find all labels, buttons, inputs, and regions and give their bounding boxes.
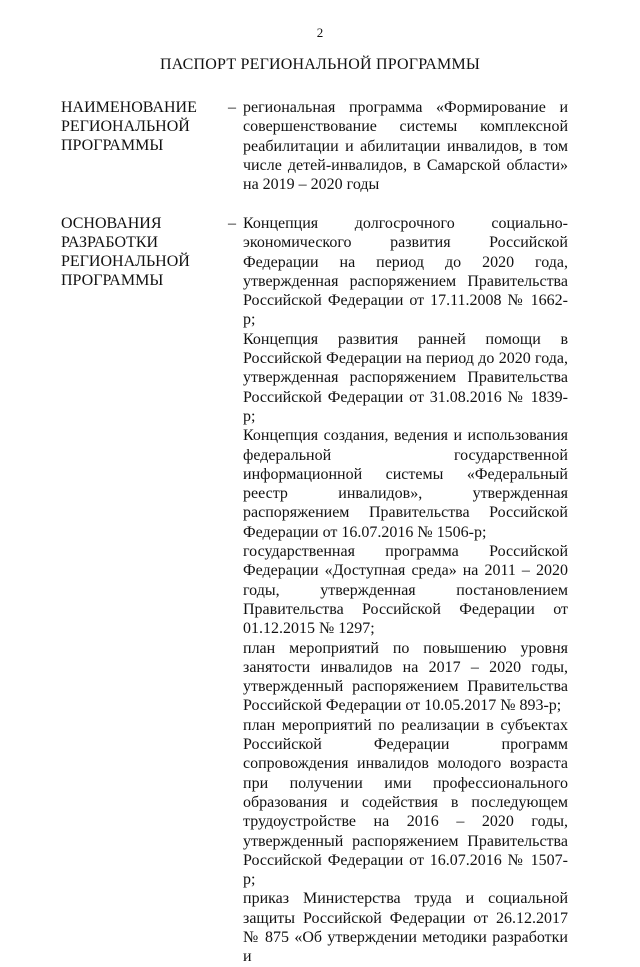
content-paragraph: план мероприятий по повышению уровня занятости инвалидов на 2017 – 2020 годы, утвержденный распоряжением Правительства Российской Федерации от 10.05.2017 № 893-р; xyxy=(243,639,568,715)
row-label: НАИМЕНОВАНИЕ РЕГИОНАЛЬНОЙ ПРОГРАММЫ xyxy=(61,99,197,154)
row-content xyxy=(243,98,568,194)
row-dash: – xyxy=(228,215,236,232)
row-label: ОСНОВАНИЯ РАЗРАБОТКИ РЕГИОНАЛЬНОЙ ПРОГРАММЫ xyxy=(61,215,190,289)
row-content xyxy=(243,214,568,967)
content-paragraph: приказ Министерства труда и социальной защиты Российской Федерации от 26.12.2017 № 875 «Об утверждении методики разработки и xyxy=(243,890,568,966)
content-paragraph: Концепция создания, ведения и использования федеральной государственной информационной системы «Федеральный реестр инвалидов», утвержденная распоряжением Правительства Российской Федерации от 16.07.2016 № 1506-р; xyxy=(243,427,568,541)
document-title: ПАСПОРТ РЕГИОНАЛЬНОЙ ПРОГРАММЫ xyxy=(159,56,481,73)
content-paragraph: Концепция долгосрочного социально-экономического развития Российской Федерации на период до 2020 года, утвержденная распоряжением Правительства Российской Федерации от 17.11.2008 № 1662-р; xyxy=(243,215,568,329)
content-paragraph: государственная программа Российской Федерации «Доступная среда» на 2011 – 2020 годы, утвержденная постановлением Правительства Российской Федерации от 01.12.2015 № 1297; xyxy=(243,543,568,638)
page-number: 2 xyxy=(316,25,324,40)
content-paragraph: план мероприятий по реализации в субъектах Российской Федерации программ сопровождения инвалидов молодого возраста при получении ими профессионального образования и содействия в последующем трудоустройстве на 2016 – 2020 годы, утвержденный распоряжением Правительства Российской Федерации от 16.07.2016 № 1507-р; xyxy=(243,716,568,889)
row-dash: – xyxy=(228,99,236,116)
content-paragraph: региональная программа «Формирование и совершенствование системы комплексной реабилитации и абилитации инвалидов, в том числе детей-инвалидов, в Самарской области» на 2019 – 2020 годы xyxy=(243,99,568,194)
content-paragraph: Концепция развития ранней помощи в Российской Федерации на период до 2020 года, утвержденная распоряжением Правительства Российской Федерации от 31.08.2016 № 1839-р; xyxy=(243,330,568,425)
